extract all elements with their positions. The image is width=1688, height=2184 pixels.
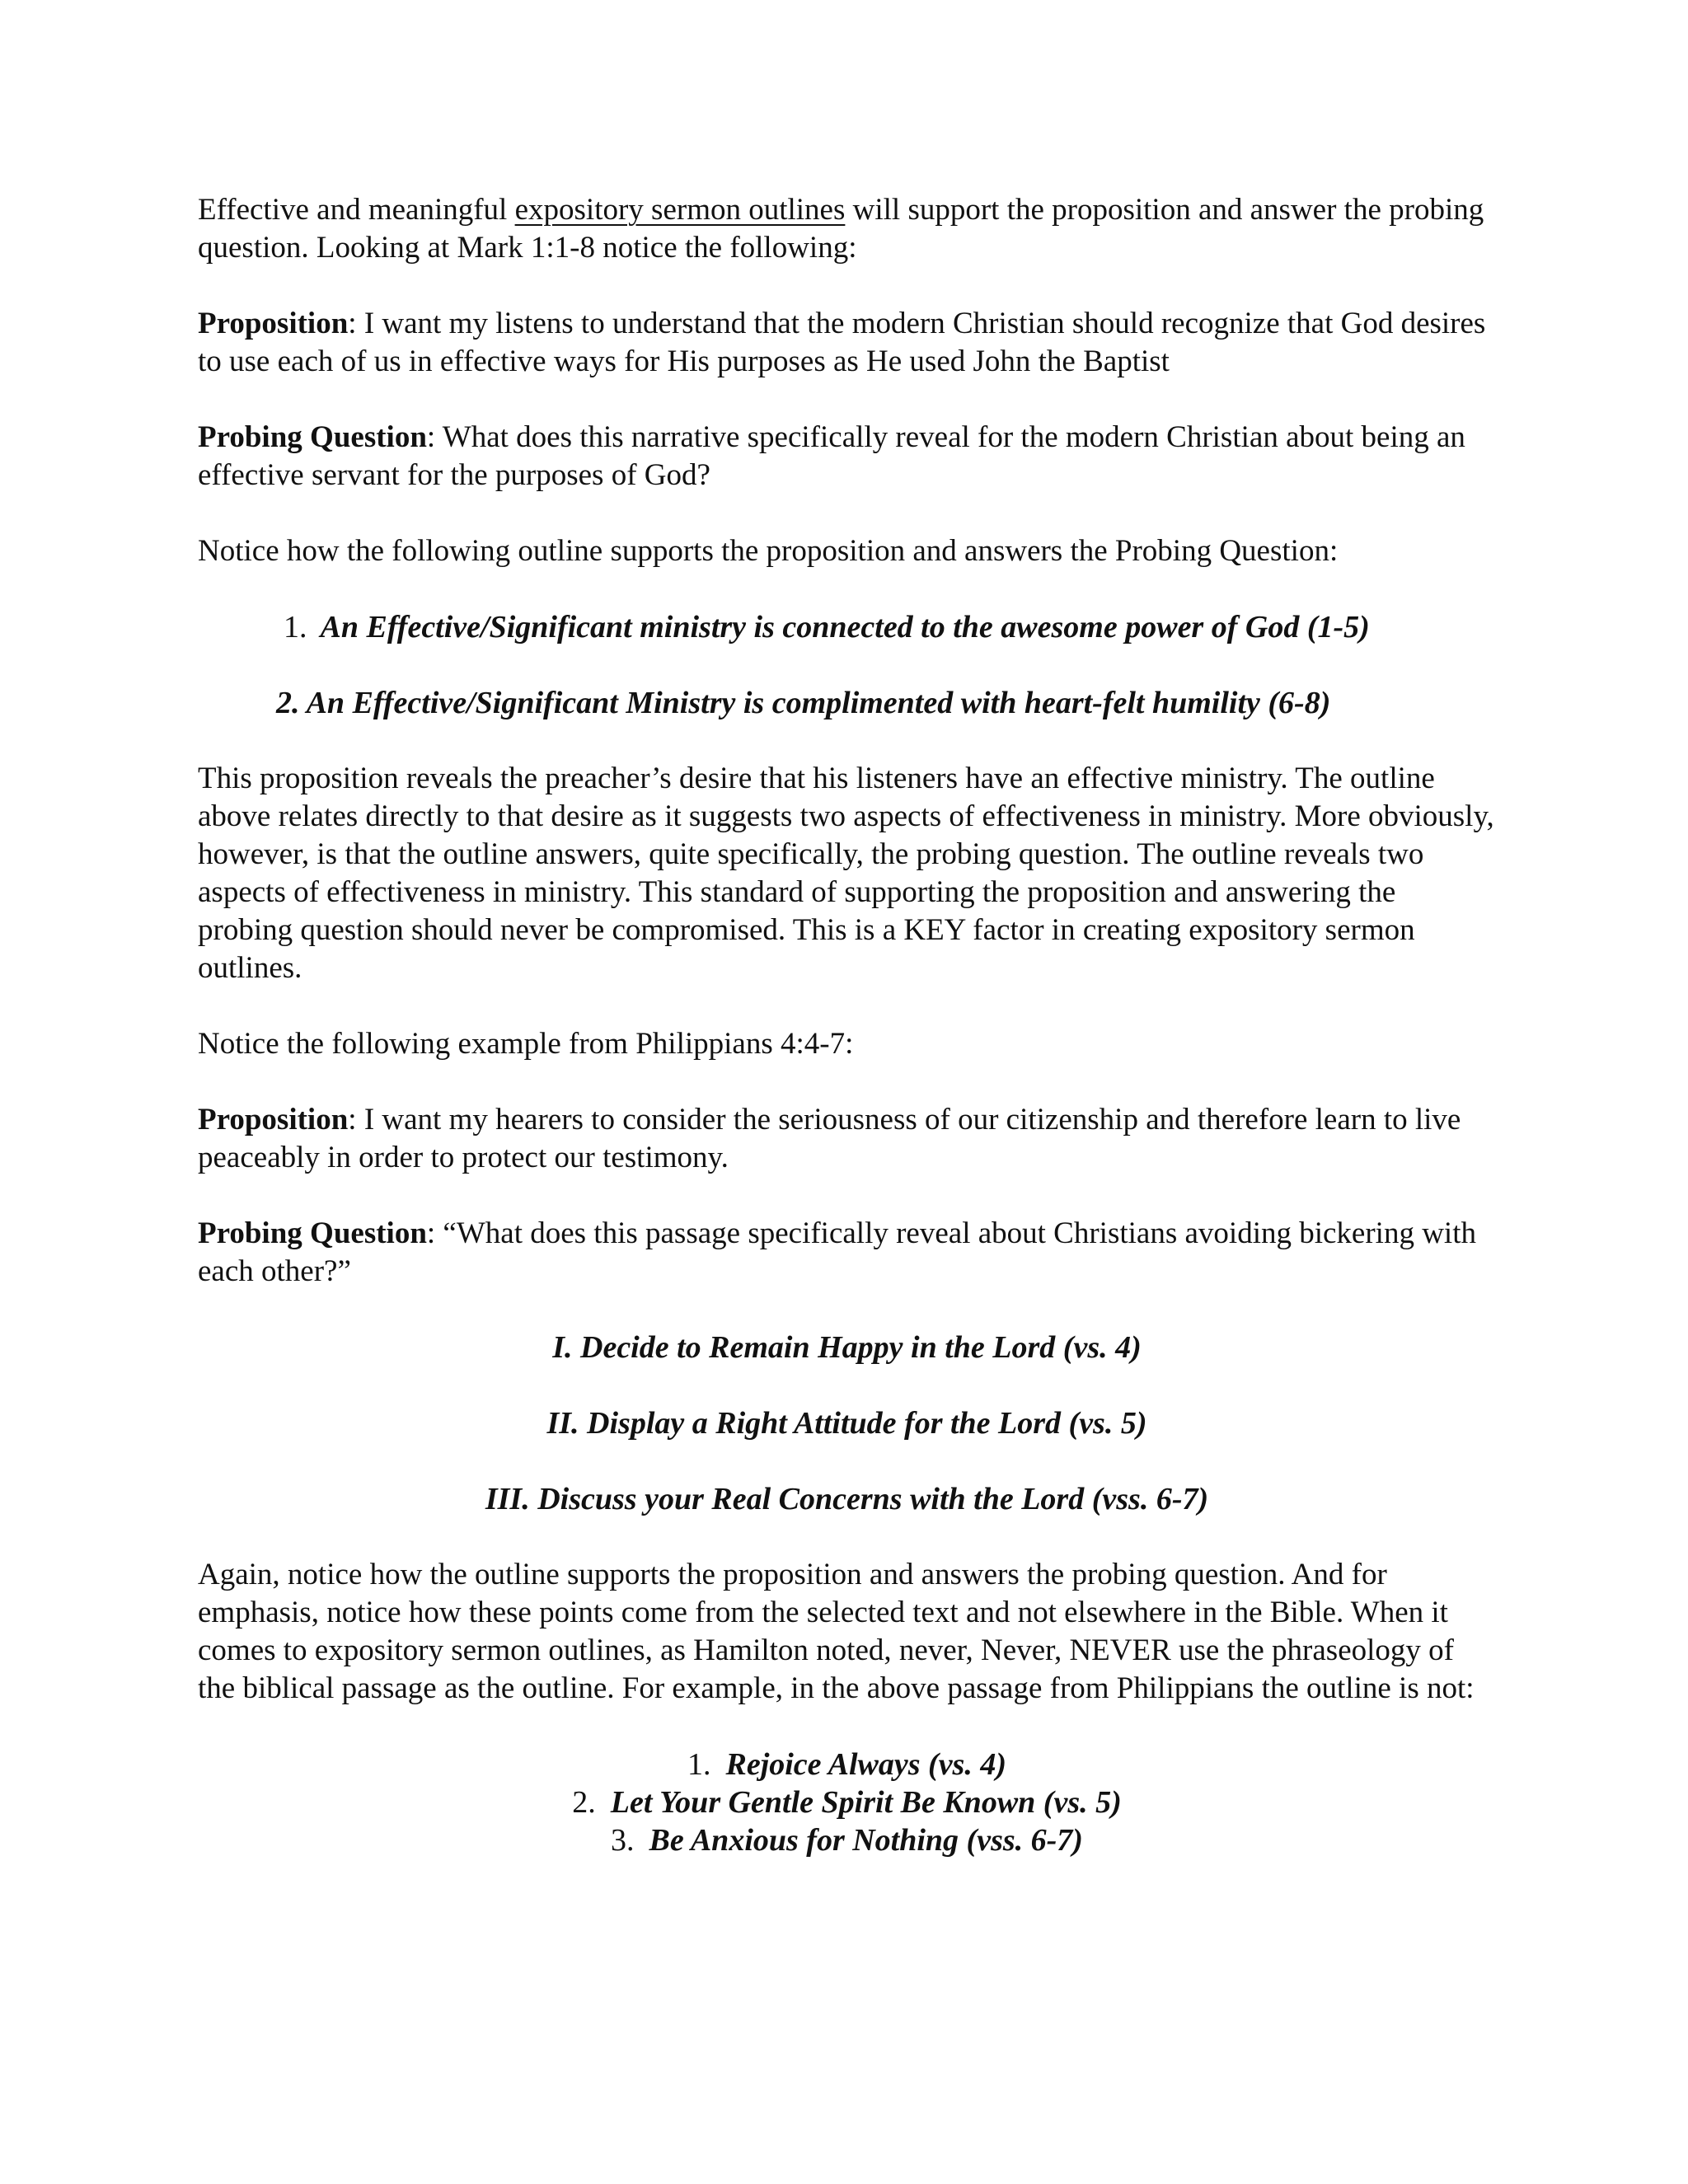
proposition-label: Proposition bbox=[198, 1103, 349, 1137]
list-number: 1. bbox=[687, 1747, 711, 1782]
intro-text-start: Effective and meaningful bbox=[198, 193, 515, 227]
list-text: Be Anxious for Nothing (vss. 6-7) bbox=[649, 1823, 1083, 1858]
bad-outline-item-2 bbox=[198, 1783, 1496, 1821]
commentary-paragraph-2: Again, notice how the outline supports the proposition and answers the probing question. And for emphasis, notice how these points come from the selected text and not elsewhere in the Bible. When it comes to expository sermon outlines, as Hamilton noted, never, Never, NEVER use the phraseology of the biblical passage as the outline. For example, in the above passage from Philippians the outline is not: bbox=[198, 1558, 1475, 1705]
bad-outline-item-1 bbox=[198, 1746, 1496, 1783]
bad-outline-list bbox=[198, 1746, 1496, 1859]
list-text: Rejoice Always (vs. 4) bbox=[725, 1747, 1006, 1782]
list-number: 2. bbox=[572, 1785, 596, 1820]
probing-question-1 bbox=[198, 419, 1496, 494]
outline-point-1 bbox=[198, 608, 1496, 646]
proposition-text: : I want my hearers to consider the seriousness of our citizenship and therefore learn to live peaceably in order to protect our testimony. bbox=[198, 1103, 1461, 1174]
proposition-text: : I want my listens to understand that the modern Christian should recognize that God desires to use each of us in effective ways for His purposes as He used John the Baptist bbox=[198, 307, 1486, 378]
roman-outline-point-3: III. Discuss your Real Concerns with the Lord (vss. 6-7) bbox=[485, 1482, 1209, 1516]
expository-sermon-outlines-link[interactable]: expository sermon outlines bbox=[514, 193, 846, 227]
intro-text-end: will support the proposition and answer the probing question. Looking at Mark 1:1-8 notice the following: bbox=[198, 193, 1484, 265]
proposition-1 bbox=[198, 305, 1496, 381]
probing-question-text: : “What does this passage specifically reveal about Christians avoiding bickering with each other?” bbox=[198, 1216, 1476, 1288]
proposition-2 bbox=[198, 1101, 1496, 1177]
outline-point-2: 2. An Effective/Significant Ministry is complimented with heart-felt humility (6-8) bbox=[276, 686, 1331, 720]
intro-paragraph bbox=[198, 191, 1496, 267]
document-page bbox=[198, 191, 1496, 1859]
notice-paragraph-1: Notice how the following outline supports the proposition and answers the Probing Question: bbox=[198, 534, 1339, 568]
probing-question-text: : What does this narrative specifically reveal for the modern Christian about being an effective servant for the purposes of God? bbox=[198, 420, 1465, 492]
probing-question-2 bbox=[198, 1215, 1496, 1291]
notice-paragraph-2: Notice the following example from Philippians 4:4-7: bbox=[198, 1027, 854, 1061]
list-text: Let Your Gentle Spirit Be Known (vs. 5) bbox=[610, 1785, 1122, 1820]
probing-question-label: Probing Question bbox=[198, 420, 427, 454]
roman-outline-point-1: I. Decide to Remain Happy in the Lord (vs. 4) bbox=[552, 1330, 1142, 1365]
roman-outline-point-2: II. Display a Right Attitude for the Lord (vs. 5) bbox=[546, 1406, 1147, 1441]
commentary-paragraph-1: This proposition reveals the preacher’s desire that his listeners have an effective ministry. The outline above relates directly to that desire as it suggests two aspects of effectiveness in ministry. More obviously, however, is that the outline answers, quite specifically, the probing question. The outline reveals two aspects of effectiveness in ministry. This standard of supporting the proposition and answering the probing question should never be compromised. This is a KEY factor in creating expository sermon outlines. bbox=[198, 762, 1494, 985]
outline-point-text: An Effective/Significant ministry is connected to the awesome power of God (1-5) bbox=[320, 610, 1370, 644]
outline-point-number: 1. bbox=[284, 610, 307, 644]
bad-outline-item-3 bbox=[198, 1821, 1496, 1859]
proposition-label: Proposition bbox=[198, 307, 349, 340]
probing-question-label: Probing Question bbox=[198, 1216, 427, 1250]
list-number: 3. bbox=[611, 1823, 635, 1858]
